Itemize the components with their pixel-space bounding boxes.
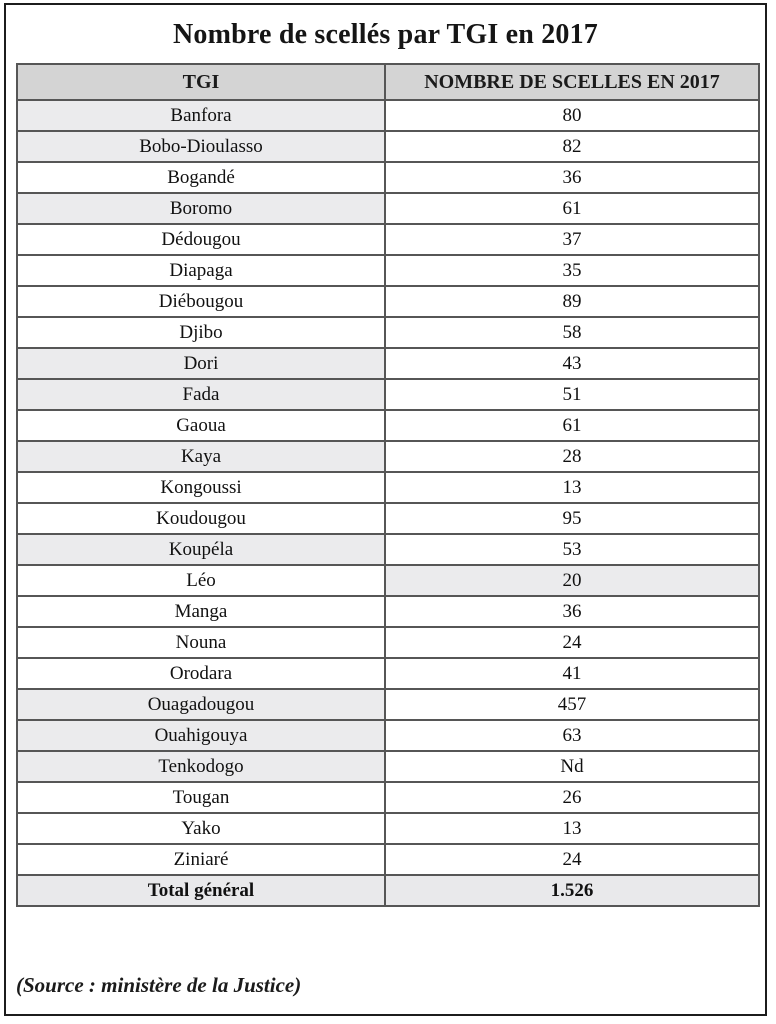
value-cell: 36: [385, 162, 759, 193]
tgi-cell: Boromo: [17, 193, 385, 224]
tgi-cell: Tougan: [17, 782, 385, 813]
tgi-cell: Orodara: [17, 658, 385, 689]
tgi-cell: Nouna: [17, 627, 385, 658]
tgi-cell: Dori: [17, 348, 385, 379]
source-note: (Source : ministère de la Justice): [16, 973, 302, 997]
value-cell: 61: [385, 410, 759, 441]
table-row: [17, 844, 759, 875]
tgi-cell: Diapaga: [17, 255, 385, 286]
table-row: [17, 658, 759, 689]
table-row: [17, 720, 759, 751]
value-cell: 26: [385, 782, 759, 813]
table-row: [17, 224, 759, 255]
tgi-cell: Yako: [17, 813, 385, 844]
tgi-cell: Ouagadougou: [17, 689, 385, 720]
table-body: [17, 100, 759, 906]
tgi-cell: Kongoussi: [17, 472, 385, 503]
table-row: [17, 472, 759, 503]
value-cell: 24: [385, 844, 759, 875]
table-row: [17, 379, 759, 410]
table-row: [17, 193, 759, 224]
tgi-cell: Kaya: [17, 441, 385, 472]
value-cell: 13: [385, 813, 759, 844]
table-row: [17, 534, 759, 565]
value-cell: 43: [385, 348, 759, 379]
value-cell: Nd: [385, 751, 759, 782]
value-cell: 457: [385, 689, 759, 720]
tgi-cell: Dédougou: [17, 224, 385, 255]
tgi-cell: Diébougou: [17, 286, 385, 317]
tgi-seals-table: [16, 63, 760, 907]
table-row: [17, 100, 759, 131]
table-row: [17, 255, 759, 286]
value-cell: 1.526: [385, 875, 759, 906]
column-header-tgi: TGI: [17, 64, 385, 100]
tgi-cell: Bobo-Dioulasso: [17, 131, 385, 162]
value-cell: 82: [385, 131, 759, 162]
tgi-cell: Ziniaré: [17, 844, 385, 875]
value-cell: 13: [385, 472, 759, 503]
value-cell: 28: [385, 441, 759, 472]
table-row: [17, 751, 759, 782]
table-row: [17, 689, 759, 720]
column-header-nombre: NOMBRE DE SCELLES EN 2017: [385, 64, 759, 100]
value-cell: 53: [385, 534, 759, 565]
tgi-cell: Banfora: [17, 100, 385, 131]
total-row: [17, 875, 759, 906]
tgi-cell: Total général: [17, 875, 385, 906]
value-cell: 24: [385, 627, 759, 658]
table-row: [17, 162, 759, 193]
table-header: [17, 64, 759, 100]
tgi-cell: Fada: [17, 379, 385, 410]
table-row: [17, 813, 759, 844]
header-row: [17, 64, 759, 100]
table-row: [17, 627, 759, 658]
tgi-cell: Bogandé: [17, 162, 385, 193]
tgi-cell: Tenkodogo: [17, 751, 385, 782]
table-row: [17, 565, 759, 596]
table-row: [17, 410, 759, 441]
value-cell: 95: [385, 503, 759, 534]
value-cell: 58: [385, 317, 759, 348]
value-cell: 41: [385, 658, 759, 689]
table-row: [17, 782, 759, 813]
tgi-cell: Gaoua: [17, 410, 385, 441]
page-border-frame: [4, 3, 767, 1016]
tgi-cell: Ouahigouya: [17, 720, 385, 751]
value-cell: 51: [385, 379, 759, 410]
value-cell: 36: [385, 596, 759, 627]
table-row: [17, 131, 759, 162]
value-cell: 63: [385, 720, 759, 751]
table-row: [17, 286, 759, 317]
page-title: Nombre de scellés par TGI en 2017: [172, 19, 599, 50]
value-cell: 37: [385, 224, 759, 255]
table-row: [17, 441, 759, 472]
table-row: [17, 348, 759, 379]
value-cell: 89: [385, 286, 759, 317]
value-cell: 61: [385, 193, 759, 224]
tgi-cell: Koupéla: [17, 534, 385, 565]
table-row: [17, 317, 759, 348]
table-row: [17, 596, 759, 627]
tgi-cell: Manga: [17, 596, 385, 627]
value-cell: 20: [385, 565, 759, 596]
value-cell: 35: [385, 255, 759, 286]
tgi-cell: Léo: [17, 565, 385, 596]
tgi-cell: Koudougou: [17, 503, 385, 534]
value-cell: 80: [385, 100, 759, 131]
table-row: [17, 503, 759, 534]
tgi-cell: Djibo: [17, 317, 385, 348]
